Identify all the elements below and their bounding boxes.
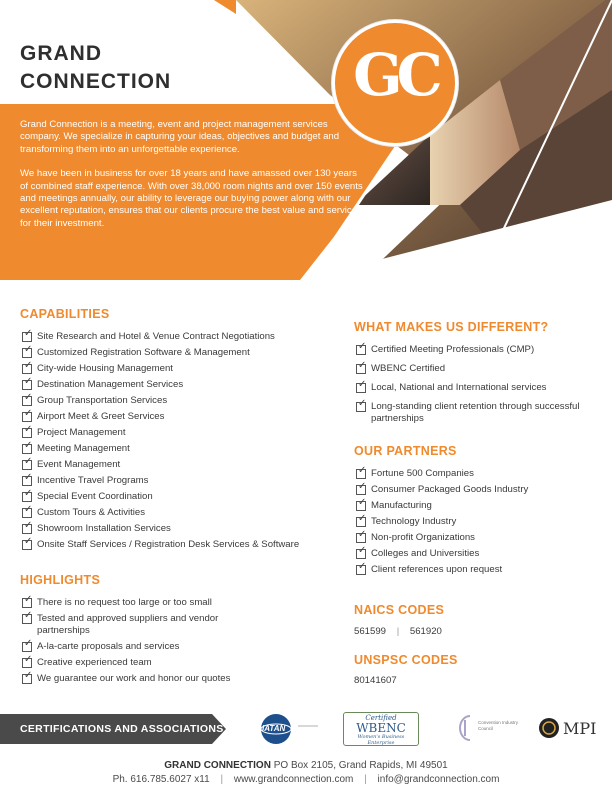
different-item bbox=[354, 344, 584, 356]
different-heading: WHAT MAKES US DIFFERENT? bbox=[354, 320, 549, 334]
checkbox-icon bbox=[22, 380, 32, 390]
partners-item-text: Client references upon request bbox=[371, 564, 503, 575]
checkbox-icon bbox=[22, 642, 32, 652]
checkbox-icon bbox=[356, 565, 366, 575]
checkbox-icon bbox=[22, 540, 32, 550]
highlights-item bbox=[20, 597, 250, 609]
capabilities-item-text: Onsite Staff Services / Registration Desk Services & Software bbox=[37, 539, 300, 550]
checkbox-icon bbox=[22, 332, 32, 342]
capabilities-item bbox=[20, 395, 320, 407]
checkbox-icon bbox=[22, 444, 32, 454]
partners-section bbox=[354, 444, 584, 580]
certifications-label: CERTIFICATIONS AND ASSOCIATIONS bbox=[20, 723, 224, 735]
highlights-item-text: We guarantee our work and honor our quotes bbox=[37, 673, 231, 684]
capabilities-item bbox=[20, 347, 320, 359]
different-section bbox=[354, 320, 584, 432]
cic-logo: Convention Industry Council bbox=[456, 712, 520, 744]
checkbox-icon bbox=[22, 658, 32, 668]
partners-item bbox=[354, 532, 584, 544]
capabilities-section bbox=[20, 307, 320, 555]
different-item-text: Local, National and International services bbox=[371, 382, 547, 393]
orange-corner-shape bbox=[214, 0, 236, 14]
grand-connection-logo: GC bbox=[332, 20, 458, 146]
partners-item bbox=[354, 548, 584, 560]
checkbox-icon bbox=[356, 383, 366, 393]
capabilities-item bbox=[20, 443, 320, 455]
capabilities-item bbox=[20, 331, 320, 343]
capabilities-item-text: Destination Management Services bbox=[37, 379, 184, 390]
checkbox-icon bbox=[22, 492, 32, 502]
checkbox-icon bbox=[356, 533, 366, 543]
partners-item-text: Colleges and Universities bbox=[371, 548, 480, 559]
partners-list bbox=[354, 468, 584, 576]
capabilities-item bbox=[20, 363, 320, 375]
checkbox-icon bbox=[356, 501, 366, 511]
different-item-text: Certified Meeting Professionals (CMP) bbox=[371, 344, 535, 355]
company-title: GRAND CONNECTION bbox=[20, 42, 172, 93]
naics-section bbox=[354, 603, 444, 637]
wbenc-logo: Certified WBENC Women's Business Enterprise bbox=[343, 712, 419, 746]
partners-item bbox=[354, 564, 584, 576]
checkbox-icon bbox=[356, 364, 366, 374]
checkbox-icon bbox=[22, 674, 32, 684]
capabilities-item-text: Airport Meet & Greet Services bbox=[37, 411, 165, 422]
capabilities-item-text: Custom Tours & Activities bbox=[37, 507, 146, 518]
checkbox-icon bbox=[356, 345, 366, 355]
capabilities-list bbox=[20, 331, 320, 551]
footer-phone: Ph. 616.785.6027 x11 bbox=[112, 774, 210, 785]
naics-divider: | bbox=[396, 626, 400, 637]
checkbox-icon bbox=[22, 396, 32, 406]
capabilities-item bbox=[20, 491, 320, 503]
capabilities-item bbox=[20, 427, 320, 439]
capabilities-item-text: Showroom Installation Services bbox=[37, 523, 171, 534]
naics-code-2: 561920 bbox=[409, 626, 442, 637]
partners-item bbox=[354, 484, 584, 496]
capabilities-item-text: Meeting Management bbox=[37, 443, 130, 454]
intro-paragraph-2: We have been in business for over 18 years and have amassed over 130 years of combined staff experience. With over 38,000 room nights and over 150 events and meetings annually, our ability to leverage our buying power along with our excellent reputation, ensures that our clients procure the best value and service for their investment. bbox=[20, 168, 363, 229]
capabilities-heading: CAPABILITIES bbox=[20, 307, 110, 321]
capabilities-item-text: Incentive Travel Programs bbox=[37, 475, 149, 486]
capabilities-item bbox=[20, 411, 320, 423]
checkbox-icon bbox=[356, 549, 366, 559]
intro-text bbox=[20, 119, 365, 242]
capabilities-item bbox=[20, 539, 320, 551]
capabilities-item bbox=[20, 507, 320, 519]
highlights-item bbox=[20, 641, 250, 653]
highlights-heading: HIGHLIGHTS bbox=[20, 573, 101, 587]
checkbox-icon bbox=[22, 524, 32, 534]
footer-website[interactable]: www.grandconnection.com bbox=[233, 774, 354, 785]
partners-item-text: Manufacturing bbox=[371, 500, 432, 511]
different-list bbox=[354, 344, 584, 425]
capabilities-item-text: Event Management bbox=[37, 459, 121, 470]
unspsc-section bbox=[354, 653, 458, 686]
checkbox-icon bbox=[356, 485, 366, 495]
unspsc-heading: UNSPSC CODES bbox=[354, 653, 458, 667]
capabilities-item-text: Group Transportation Services bbox=[37, 395, 168, 406]
footer-email[interactable]: info@grandconnection.com bbox=[377, 774, 500, 785]
partners-item bbox=[354, 516, 584, 528]
checkbox-icon bbox=[22, 348, 32, 358]
different-item bbox=[354, 401, 584, 425]
naics-heading: NAICS CODES bbox=[354, 603, 445, 617]
unspsc-code: 80141607 bbox=[354, 675, 397, 686]
footer-address: PO Box 2105, Grand Rapids, MI 49501 bbox=[273, 760, 448, 771]
partners-item-text: Technology Industry bbox=[371, 516, 457, 527]
checkbox-icon bbox=[22, 412, 32, 422]
highlights-section bbox=[20, 573, 250, 689]
partners-item-text: Consumer Packaged Goods Industry bbox=[371, 484, 529, 495]
capabilities-item bbox=[20, 475, 320, 487]
footer-company: GRAND CONNECTION bbox=[164, 760, 271, 771]
checkbox-icon bbox=[22, 364, 32, 374]
highlights-item-text: A-la-carte proposals and services bbox=[37, 641, 180, 652]
checkbox-icon bbox=[22, 428, 32, 438]
highlights-item-text: There is no request too large or too small bbox=[37, 597, 212, 608]
capabilities-item bbox=[20, 379, 320, 391]
checkbox-icon bbox=[22, 508, 32, 518]
capabilities-item-text: Project Management bbox=[37, 427, 126, 438]
capabilities-item bbox=[20, 459, 320, 471]
partners-item-text: Non-profit Organizations bbox=[371, 532, 475, 543]
partners-item bbox=[354, 500, 584, 512]
checkbox-icon bbox=[356, 402, 366, 412]
mpi-logo: MPI bbox=[538, 714, 598, 742]
footer-contact-line: Ph. 616.785.6027 x11 | www.grandconnection.com | info@grandconnection.com bbox=[112, 774, 500, 785]
highlights-item bbox=[20, 613, 250, 637]
footer-address-line bbox=[0, 760, 612, 771]
capabilities-item-text: City-wide Housing Management bbox=[37, 363, 173, 374]
partners-item bbox=[354, 468, 584, 480]
partners-item-text: Fortune 500 Companies bbox=[371, 468, 474, 479]
iatan-logo: IATAN bbox=[258, 712, 318, 746]
naics-code-1: 561599 bbox=[354, 626, 387, 637]
capabilities-item-text: Site Research and Hotel & Venue Contract Negotiations bbox=[37, 331, 275, 342]
capabilities-item-text: Customized Registration Software & Management bbox=[37, 347, 250, 358]
highlights-list bbox=[20, 597, 250, 685]
checkbox-icon bbox=[356, 469, 366, 479]
checkbox-icon bbox=[22, 598, 32, 608]
capabilities-item bbox=[20, 523, 320, 535]
checkbox-icon bbox=[356, 517, 366, 527]
different-item bbox=[354, 382, 584, 394]
checkbox-icon bbox=[22, 476, 32, 486]
highlights-item bbox=[20, 657, 250, 669]
intro-paragraph-1: Grand Connection is a meeting, event and project management services company. We specialize in capturing your ideas, objectives and budget and transforming them into an unforgettable experience. bbox=[20, 119, 340, 155]
highlights-item-text: Creative experienced team bbox=[37, 657, 152, 668]
different-item bbox=[354, 363, 584, 375]
different-item-text: Long-standing client retention through successful partnerships bbox=[371, 401, 580, 424]
partners-heading: OUR PARTNERS bbox=[354, 444, 457, 458]
highlights-item-text: Tested and approved suppliers and vendor partnerships bbox=[37, 613, 219, 636]
different-item-text: WBENC Certified bbox=[371, 363, 446, 374]
capabilities-item-text: Special Event Coordination bbox=[37, 491, 153, 502]
checkbox-icon bbox=[22, 460, 32, 470]
highlights-item bbox=[20, 673, 250, 685]
checkbox-icon bbox=[22, 614, 32, 624]
